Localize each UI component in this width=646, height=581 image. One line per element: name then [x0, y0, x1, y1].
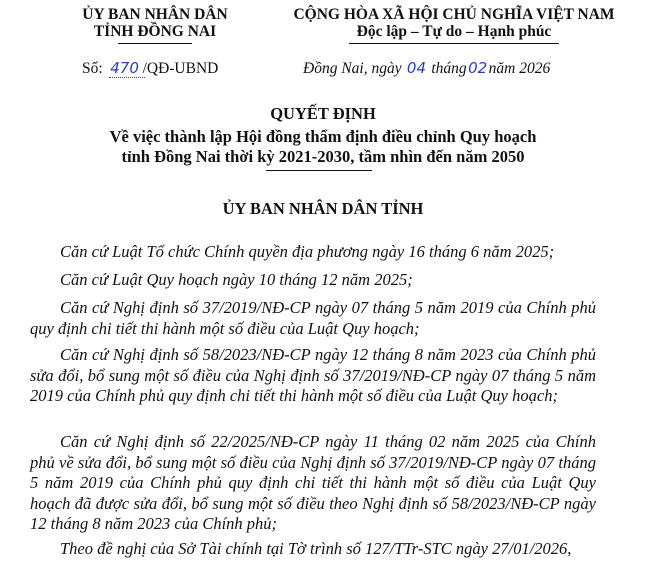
number-prefix: Số:: [82, 60, 103, 77]
number-suffix: /QĐ-UBND: [142, 60, 219, 77]
subject-line-1: Về việc thành lập Hội đồng thẩm định điều chỉnh Quy hoạch: [109, 127, 537, 146]
date-month-word: tháng: [431, 60, 467, 77]
agency-underline: [118, 43, 192, 44]
issuer-heading: ỦY BAN NHÂN DÂN TỈNH: [222, 199, 424, 218]
agency-province: TỈNH ĐỒNG NAI: [93, 23, 217, 40]
title-underline: [266, 170, 372, 171]
agency-name: ỦY BAN NHÂN DÂN: [82, 6, 228, 23]
national-motto: Độc lập – Tự do – Hạnh phúc: [356, 23, 552, 40]
date-year: năm 2026: [488, 60, 551, 77]
document-date: [303, 59, 550, 78]
date-place: Đồng Nai, ngày: [303, 60, 402, 77]
handwritten-month: 02: [468, 59, 488, 77]
basis-paragraph-1: Căn cứ Luật Tổ chức Chính quyền địa phương ngày 16 tháng 6 năm 2025;: [60, 242, 555, 261]
document-type: QUYẾT ĐỊNH: [270, 104, 376, 123]
number-dotted-line: [109, 77, 145, 78]
handwritten-number: 470: [110, 59, 139, 77]
proposal-paragraph: Theo đề nghị của Sở Tài chính tại Tờ trình số 127/TTr-STC ngày 27/01/2026,: [60, 539, 572, 558]
basis-paragraph-5: Căn cứ Nghị định số 22/2025/NĐ-CP ngày 11 tháng 02 năm 2025 của Chính phủ về sửa đổi, bổ sung một số điều của Nghị định số 37/2019/NĐ-CP ngày 07 tháng 5 năm 2019 của Chính phủ quy định chi tiết thi hành một số điều của Luật Quy hoạch đã được sửa đổi, bổ sung một số điều theo Nghị định số 58/2023/NĐ-CP ngày 12 tháng 8 năm 2023 của Chính phủ;: [30, 432, 596, 533]
basis-paragraph-2: Căn cứ Luật Quy hoạch ngày 10 tháng 12 năm 2025;: [60, 270, 413, 289]
motto-underline: [349, 43, 559, 44]
document-number: [82, 59, 218, 78]
basis-paragraph-4: Căn cứ Nghị định số 58/2023/NĐ-CP ngày 12 tháng 8 năm 2023 của Chính phủ sửa đổi, bổ sung một số điều của Nghị định số 37/2019/NĐ-CP ngày 07 tháng 5 năm 2019 của Chính phủ quy định chi tiết thi hành một số điều của Luật Quy hoạch;: [30, 345, 596, 405]
handwritten-day: 04: [406, 59, 427, 77]
basis-paragraph-3: Căn cứ Nghị định số 37/2019/NĐ-CP ngày 07 tháng 5 năm 2019 của Chính phủ quy định chi tiết thi hành một số điều của Luật Quy hoạch;: [30, 298, 596, 338]
national-title: CỘNG HÒA XÃ HỘI CHỦ NGHĨA VIỆT NAM: [293, 6, 615, 23]
subject-line-2: tỉnh Đồng Nai thời kỳ 2021-2030, tầm nhìn đến năm 2050: [121, 147, 525, 166]
